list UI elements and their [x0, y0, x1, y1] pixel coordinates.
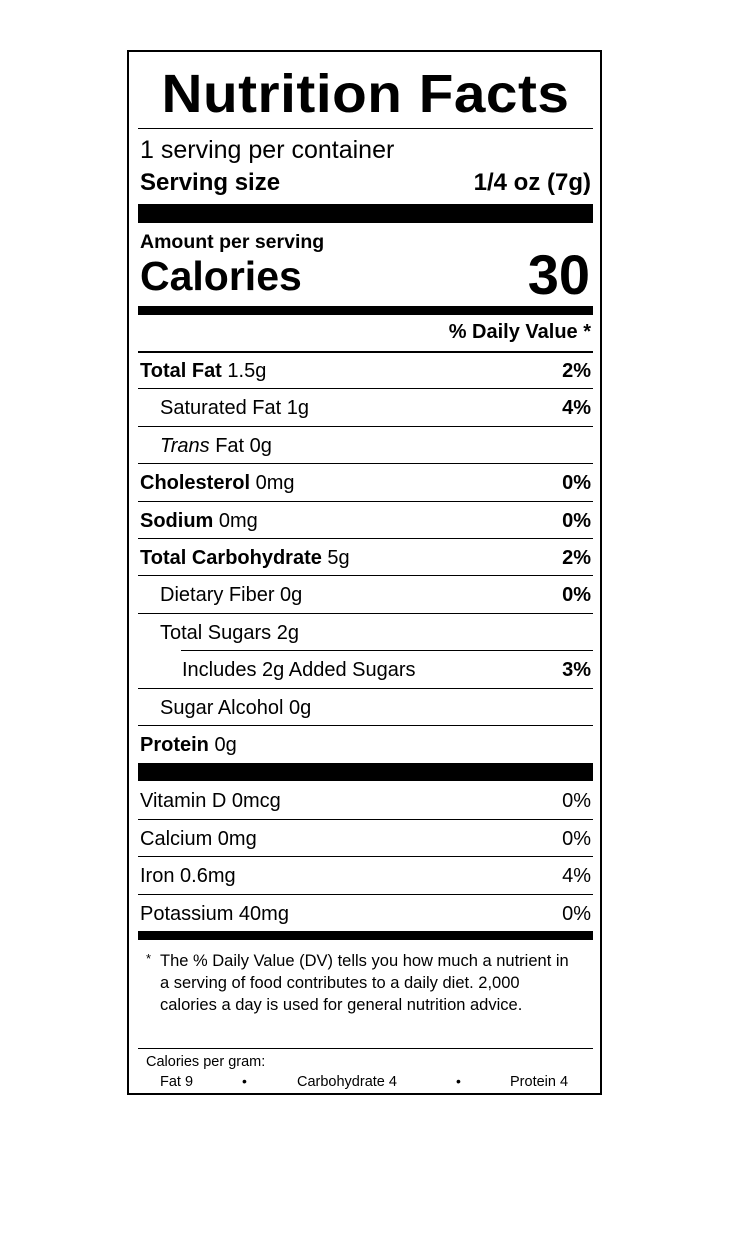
- nutrient-name: Protein: [140, 734, 209, 756]
- nutrient-dv: 3%: [562, 659, 591, 681]
- divider-medium: [138, 931, 593, 940]
- calories-label: Calories: [140, 253, 302, 299]
- divider-thick: [138, 763, 593, 781]
- vitamin-name: Potassium 40mg: [140, 903, 289, 925]
- nutrient-dv: 2%: [562, 360, 591, 382]
- nutrient-row-protein: [138, 726, 593, 763]
- nutrient-amount: 1.5g: [221, 360, 267, 382]
- vitamin-dv: 4%: [562, 865, 591, 887]
- nutrient-row-total-fat: [138, 352, 593, 389]
- vitamin-dv: 0%: [562, 828, 591, 850]
- nutrient-amount: 0mg: [250, 472, 295, 494]
- divider-medium: [138, 306, 593, 315]
- nutrient-dv: 2%: [562, 547, 591, 569]
- nutrient-name: Includes 2g Added Sugars: [182, 659, 416, 681]
- calories-per-gram-fat: Fat 9: [160, 1074, 194, 1090]
- vitamin-dv: 0%: [562, 790, 591, 812]
- nutrient-row-added-sugars: [138, 651, 593, 688]
- separator-dot-icon: •: [456, 1073, 461, 1089]
- amount-per-serving: Amount per serving: [140, 231, 325, 253]
- nutrient-amount: 5g: [321, 547, 350, 569]
- calories-per-gram-protein: Protein 4: [510, 1074, 569, 1090]
- nutrient-name: Total Sugars 2g: [160, 622, 299, 644]
- nutrient-row-trans-fat: [138, 427, 593, 464]
- vitamin-dv: 0%: [562, 903, 591, 925]
- vitamin-row-vitamin-d: [138, 782, 593, 819]
- serving-size-label: Serving size: [140, 169, 281, 196]
- vitamin-name: Iron 0.6mg: [140, 865, 236, 887]
- nutrient-dv: 0%: [562, 584, 591, 606]
- nutrient-name: Total Carbohydrate: [140, 547, 322, 569]
- footnote-marker: *: [146, 951, 152, 966]
- nutrient-dv: 0%: [562, 472, 591, 494]
- nutrition-facts-label: [127, 50, 602, 1095]
- nutrient-name: Cholesterol: [140, 472, 251, 494]
- servings-per-container: 1 serving per container: [140, 136, 395, 164]
- nutrient-row-total-carbohydrate: [138, 539, 593, 576]
- nutrient-name: Sodium: [140, 510, 214, 532]
- vitamin-name: Vitamin D 0mcg: [140, 790, 281, 812]
- nutrient-dv: 4%: [562, 397, 591, 419]
- separator-dot-icon: •: [242, 1073, 247, 1089]
- nutrient-row-sodium: [138, 502, 593, 539]
- daily-value-header: % Daily Value *: [448, 321, 591, 343]
- calories-value: 30: [527, 243, 590, 306]
- divider-thin: [138, 1048, 593, 1049]
- calories-per-gram-label: Calories per gram:: [146, 1054, 266, 1070]
- label-content: [138, 52, 593, 1093]
- label-title: Nutrition Facts: [161, 64, 570, 124]
- divider-thick: [138, 204, 593, 223]
- nutrient-amount: Fat 0g: [209, 435, 272, 457]
- vitamin-row-calcium: [138, 820, 593, 857]
- nutrient-name: Trans: [160, 435, 210, 457]
- footnote-text: The % Daily Value (DV) tells you how much a nutrient in a serving of food contributes to a daily diet. 2,000 calories a day is used for general nutrition advice.: [160, 952, 569, 1014]
- serving-size-value: 1/4 oz (7g): [473, 169, 591, 196]
- vitamin-row-potassium: [138, 895, 593, 932]
- nutrient-amount: 0g: [208, 734, 237, 756]
- nutrient-dv: 0%: [562, 510, 591, 532]
- nutrient-name: Total Fat: [140, 360, 222, 382]
- vitamin-row-iron: [138, 857, 593, 894]
- nutrient-row-sugar-alcohol: [138, 689, 593, 726]
- nutrient-name: Saturated Fat 1g: [160, 397, 309, 419]
- nutrient-row-cholesterol: [138, 464, 593, 501]
- nutrient-amount: 0mg: [213, 510, 258, 532]
- calories-per-gram-carbohydrate: Carbohydrate 4: [297, 1074, 397, 1090]
- nutrient-row-total-sugars: [138, 614, 593, 651]
- divider-thin: [138, 128, 593, 129]
- nutrient-row-dietary-fiber: [138, 576, 593, 613]
- vitamin-name: Calcium 0mg: [140, 828, 257, 850]
- nutrient-row-saturated-fat: [138, 389, 593, 426]
- nutrient-name: Dietary Fiber 0g: [160, 584, 303, 606]
- nutrient-name: Sugar Alcohol 0g: [160, 697, 312, 719]
